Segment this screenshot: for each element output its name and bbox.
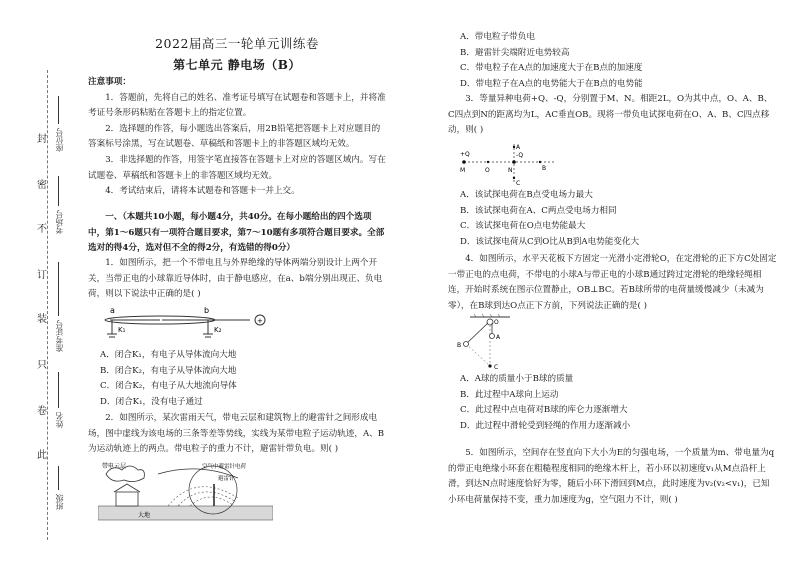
a-label: A [496,334,501,341]
cloud-label: 带电云层 [102,463,127,470]
q3-option-a[interactable]: A．该试探电荷在B点受电场力最大 [460,190,593,200]
note-item: 4．考试结束后，请将本试题卷和答题卡一并上交。 [105,186,300,197]
equipotential-line [178,492,236,506]
label-k2: K₂ [214,326,222,334]
q3-options [448,188,778,250]
q3-option-b[interactable]: B．该试探电荷在A、C两点受电场力相同 [460,205,617,216]
m-label: M [460,167,466,174]
exam-room-field[interactable] [58,176,59,206]
ground-label: 大地 [138,512,151,519]
o-label: O [494,319,499,326]
q2-stem: 2．如图所示，某次雷雨天气，带电云层和建筑物上的避雷针之间形成电场，图中虚线为该电场的三条等差等势线，实线为某带电粒子运动轨迹，A、B为运动轨迹上的两点。带电粒子的重力不计，避雷针带负电。则( ) [88,413,385,455]
minus-q-label: -Q [516,152,524,159]
question-4 [448,252,778,314]
question-2 [88,411,386,458]
rope-ob [466,323,488,344]
q1-option-c[interactable]: C．闭合K₂，有电子从大地流向导体 [100,381,237,392]
q1-figure [100,304,270,342]
q2-figure [98,460,273,522]
cut-line [47,70,48,540]
q2-option-b[interactable]: B．避雷针尖端附近电势较高 [460,47,570,58]
q2-options [448,30,778,92]
ground [98,506,273,520]
note-item: 3．非选择题的作答，用签字笔直接答在答题卡上对应的答题区域内。写在试题卷、草稿纸和答题卡上的非答题区域均无效。 [88,154,386,181]
question-1 [88,256,386,303]
b-label: B [457,342,462,349]
svg-text:+: + [257,317,263,325]
section-intro [88,210,386,257]
q4-figure [454,314,514,370]
exam-room-label: 考场号 [55,210,64,234]
question-5 [448,446,778,508]
a-label: A [516,144,521,151]
label-a: a [110,306,115,315]
needle-label: 空气中避雷针电荷 [202,464,247,470]
question-3 [448,92,778,139]
unit-title: 第七单元 静电场（B） [173,58,301,72]
equipotential-line [168,487,238,506]
q5-stem: 5．如图所示，空间存在竖直向下大小为E的匀强电场，一个质量为m、带电量为q的带正电绝缘小环套在粗糙程度相同的绝缘木杆上，若小环以初速度v₁从M点沿杆上滑，到达N点时速度恰好为零，随后小环下滑回到M点，此时速度为v₂(v₂<v₁)，已知小环电荷量保持不变，重力加速度为g，空气阻力不计，则( ) [448,448,775,505]
label-k1: K₁ [118,326,126,334]
q1-option-a[interactable]: A．闭合K₁，有电子从导体流向大地 [100,350,237,360]
note-item: 1．答题前，先将自己的姓名、准考证号填写在试题卷和答题卡上，并将准考证号条形码粘贴在答题卡上的指定位置。 [88,92,386,119]
seat-number-field[interactable] [58,96,59,124]
cut-char: 密 [37,180,47,191]
cut-char: 卷 [37,406,47,417]
q3-option-d[interactable]: D．该试探电荷从C到O比从B到A电势能变化大 [460,236,640,247]
q1-stem: 1．如图所示，把一个不带电且与外界绝缘的导体两端分别设计上两个开关，当带正电的小球靠近导体时，由于静电感应，在a、b端分别出现正、负电荷，则以下说法中正确的是( ) [88,258,383,300]
ball-a [490,334,495,339]
ticket-number-label: 准考证号 [55,320,64,352]
ball-b [464,342,469,347]
pin-label: 避雷针 [218,476,235,482]
section-intro-text: 一、（本题共10小题，每小题4分，共40分。在每小题给出的四个选项中，第1～6题只有一项符合题目要求，第7～10题有多项符合题目要求。全部选对的得4分，选对但不全的得2分，有选错的得0分） [88,212,385,254]
notes [88,75,386,200]
cut-char: 装 [37,314,47,325]
q1-option-b[interactable]: B．闭合K₂，有电子从导体流向大地 [100,365,237,376]
q1-options [88,348,386,410]
cut-char: 只 [37,360,47,371]
n-label: N [508,167,513,174]
note-item: 2．选择题的作答，每小题选出答案后，用2B铅笔把答题卡上对应题目的答案标号涂黑，写在试题卷、草稿纸和答题卡上的非答题区域均无效。 [88,123,381,150]
cut-char: 订 [37,270,47,281]
q2-option-a[interactable]: A．带电粒子带负电 [460,32,535,42]
q4-options [448,372,778,434]
q2-option-c[interactable]: C．带电粒子在A点的加速度大于在B点的加速度 [460,63,643,74]
b-label: B [542,165,547,172]
notes-heading: 注意事项： [88,77,131,87]
equipotential-line [190,497,234,506]
cut-char: 不 [37,224,47,235]
binding-strip [0,0,64,562]
q4-option-c[interactable]: C．此过程中点电荷对B球的库仑力逐渐增大 [460,405,628,416]
c-label: C [494,364,499,370]
cut-char: 封 [37,134,47,145]
q3-option-c[interactable]: C．该试探电荷在O点电势能最大 [460,221,586,232]
cut-char: 此 [37,450,47,461]
plus-q-label: +Q [460,151,470,158]
name-field[interactable] [58,372,59,408]
q1-option-d[interactable]: D．闭合K₁，没有电子通过 [100,396,203,407]
label-b: b [204,306,210,315]
q4-stem: 4．如图所示，水平天花板下方固定一光滑小定滑轮O，在定滑轮的正下方C处固定一带正电的点电荷，不带电的小球A与带正电的小球B通过跨过定滑轮的绝缘轻绳相连，开始时系统在图示位置静止，OB⊥BC。若B球所带的电荷量缓慢减少（未减为零），在B球到达O点正下方前，下列说法正确的是( ) [448,254,777,311]
q4-option-b[interactable]: B．此过程中A球向上运动 [460,389,559,400]
charge-c [488,364,491,367]
o-label: O [485,167,490,174]
name-label: 姓名 [55,412,64,428]
q2-option-d[interactable]: D．带电粒子在A点的电势能大于在B点的电势能 [460,78,643,89]
q4-option-a[interactable]: A．A球的质量小于B球的质量 [460,374,574,384]
class-label: 班级 [55,494,64,510]
q3-stem: 3．等量异种电荷+Q、-Q，分别置于M、N。相距2L，O为其中点，O、A、B、C四点到N的距离均为L，AC垂直OB。现将一带负电试探电荷在O、A、B、C四点移动，则( ) [448,94,773,136]
c-label: C [516,180,521,187]
exam-title: 2022届高三一轮单元训练卷 [155,36,319,51]
q4-option-d[interactable]: D．此过程中滑轮受到轻绳的作用力逐渐减小 [460,420,631,431]
seat-number-label: 座位号 [55,128,64,152]
ticket-number-field[interactable] [58,262,59,316]
class-field[interactable] [58,466,59,490]
building [116,492,138,506]
q3-figure [458,142,558,188]
